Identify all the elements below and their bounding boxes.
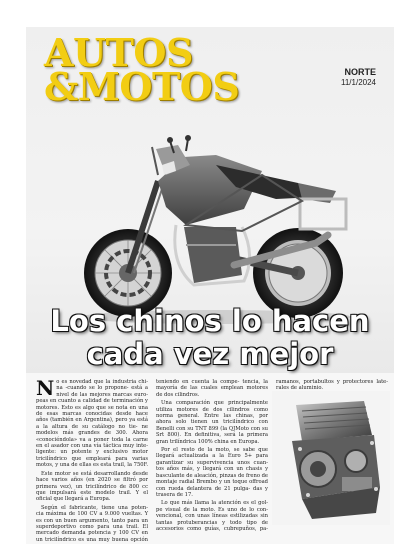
article-paragraph: Según el fabricante, tiene una poten- cia máxima de 100 CV a 9.000 vueltas. Y es con un buen argumento, tanto para un superdeportivo como para una trail. El mercado demanda potencia y 100 CV en un tricilíndrico es una muy buena opción teniendo en cuenta la compe- tencia, la mayoría de las cuales emplean motores de dos cilindros.: [36, 379, 268, 543]
drop-cap: N: [36, 376, 55, 400]
magazine-page: [26, 27, 394, 544]
motorcycle-illustration: [66, 135, 366, 327]
logo-line-2: &MOTOS: [44, 64, 240, 110]
headline-line-2: cada vez mejor: [86, 337, 334, 371]
headline: [26, 305, 394, 371]
edition-block: [341, 67, 376, 87]
headline-line-1: Los chinos lo hacen: [50, 304, 370, 338]
engine-photo: [272, 391, 390, 525]
edition-name: NORTE: [344, 67, 376, 77]
article-paragraph: [36, 376, 148, 469]
magazine-logo: [44, 30, 240, 110]
logo-line-1: AUTOS: [44, 30, 193, 75]
article-paragraph: Lo que más llama la atención es el gol- pe visual de la moto. Es uno de lo con- vencional, con unas líneas estilizadas sin tantas protuberancias y todo tipo de accesorios como guías, cubrepuños, pa- ramanos, portabultos y protectores late- rales de aluminio.: [156, 379, 388, 532]
article-paragraph: Este motor se está desarrollando desde hace varios años (en 2020 se filtró por primera vez), un tricilíndrico de 800 cc que impulsará este modelo trail. Y el oficial que llegará a Europa.: [36, 470, 148, 503]
edition-date: 11/1/2024: [341, 78, 376, 87]
hero-photo: [26, 27, 394, 373]
article-paragraph: Por el resto de la moto, se sabe que llegará actualizada a la Euro 5+ para garantizar su supervivencia unos cuan- tos años más, y llegará con un chasis y basculante de aleación, pinzas de freno de montaje radial Brembo y un toque offroad con rueda delantera de 21 pulga- das y trasera de 17.: [156, 447, 268, 498]
article-paragraph: Una comparación que principalmente utiliza motores de dos cilindros como norma general. Entre las chinas, por ahora solo tienen un tricilíndrico con Benelli con su TNT 899 (la QJMoto con su Srt 800). En definitiva, será la primera gran trilíndrica 100% china en Europa.: [156, 400, 268, 445]
paragraph-text: o es novedad que la industria chi- na -cuando se lo propone- está a nivel de las mejores marcas euro- peas en cuanto a calidad de terminación y motores. Esto es algo que se nota en una de esas marcas conocidas desde hace años (también en Argentina), pero ya está a la altura de su catálogo no tie- ne modelos más grandes de 300. Ahora «conociéndola» va a poner toda la carne en el asador con una vía táctica muy inte- ligente: un potente y exclusivo motor tricilíndrico que empleará para varias motos, y una de ellas es esta trail, la 750F.: [36, 379, 148, 469]
article-body: [36, 376, 388, 544]
